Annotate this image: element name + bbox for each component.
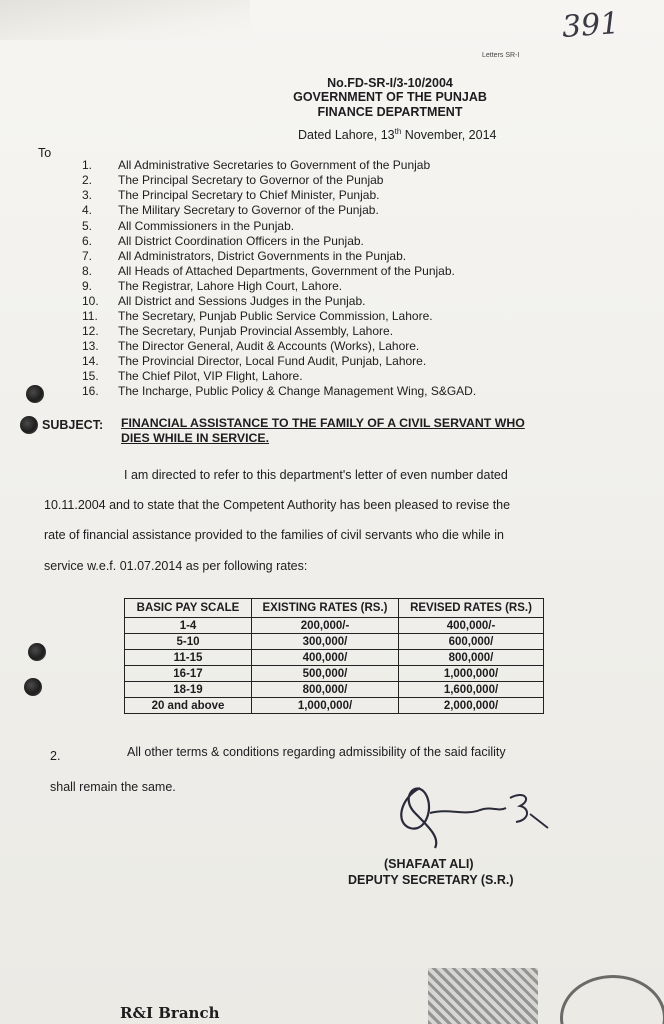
item-text: The Military Secretary to Governor of the Punjab. — [118, 203, 379, 217]
body-line: service w.e.f. 01.07.2014 as per following rates: — [44, 559, 308, 573]
to-label: To — [38, 146, 52, 160]
table-row — [125, 698, 544, 714]
item-number: 12. — [82, 324, 99, 338]
existing-rate-cell: 1,000,000/ — [252, 698, 399, 714]
table-row — [125, 618, 544, 634]
item-text: All District and Sessions Judges in the Punjab. — [118, 294, 366, 308]
pay-scale-cell: 16-17 — [125, 666, 252, 682]
punch-hole-mark — [20, 416, 38, 434]
rates-table — [124, 598, 544, 714]
existing-rate-cell: 300,000/ — [252, 634, 399, 650]
punch-hole-mark — [26, 385, 44, 403]
item-text: All Administrators, District Governments in the Punjab. — [118, 249, 407, 263]
handwritten-page-number: 391 — [560, 6, 621, 45]
department-heading: FINANCE DEPARTMENT — [317, 105, 463, 119]
item-text: The Principal Secretary to Chief Minister, Punjab. — [118, 188, 380, 202]
pay-scale-cell: 11-15 — [125, 650, 252, 666]
pay-scale-cell: 18-19 — [125, 682, 252, 698]
table-header-row — [125, 599, 544, 618]
item-number: 3. — [82, 188, 93, 202]
column-header: REVISED RATES (RS.) — [399, 599, 544, 618]
body-line: 10.11.2004 and to state that the Competent Authority has been pleased to revise the — [44, 498, 511, 512]
government-heading: GOVERNMENT OF THE PUNJAB — [293, 90, 487, 104]
item-number: 8. — [82, 264, 93, 278]
punch-hole-mark — [24, 678, 42, 696]
item-text: All Heads of Attached Departments, Government of the Punjab. — [118, 264, 455, 278]
body-line: shall remain the same. — [50, 780, 176, 794]
item-number: 11. — [82, 309, 98, 323]
revised-rate-cell: 800,000/ — [399, 650, 544, 666]
table-row — [125, 650, 544, 666]
existing-rate-cell: 800,000/ — [252, 682, 399, 698]
revised-rate-cell: 400,000/- — [399, 618, 544, 634]
revised-rate-cell: 600,000/ — [399, 634, 544, 650]
item-text: All Administrative Secretaries to Government of the Punjab — [118, 158, 431, 172]
item-number: 1. — [82, 158, 93, 172]
item-number: 15. — [82, 369, 99, 383]
existing-rate-cell: 500,000/ — [252, 666, 399, 682]
revised-rate-cell: 1,000,000/ — [399, 666, 544, 682]
item-text: All District Coordination Officers in the Punjab. — [118, 234, 364, 248]
item-number: 4. — [82, 203, 93, 217]
item-number: 10. — [82, 294, 99, 308]
body-line: All other terms & conditions regarding admissibility of the said facility — [127, 745, 506, 759]
pay-scale-cell: 20 and above — [125, 698, 252, 714]
signature-image — [380, 768, 560, 858]
item-text: The Secretary, Punjab Public Service Commission, Lahore. — [118, 309, 433, 323]
revised-rate-cell: 1,600,000/ — [399, 682, 544, 698]
punch-hole-mark — [28, 643, 46, 661]
item-number: 14. — [82, 354, 99, 368]
item-number: 16. — [82, 384, 99, 398]
date-suffix: November, 2014 — [401, 128, 497, 143]
column-header: EXISTING RATES (RS.) — [252, 599, 399, 618]
item-number: 5. — [82, 219, 93, 233]
existing-rate-cell: 200,000/- — [252, 618, 399, 634]
item-text: The Principal Secretary to Governor of the Punjab — [118, 173, 384, 187]
stamp-mark — [428, 968, 538, 1024]
table-row — [125, 634, 544, 650]
item-number: 9. — [82, 279, 93, 293]
item-text: The Registrar, Lahore High Court, Lahore. — [118, 279, 343, 293]
revised-rate-cell: 2,000,000/ — [399, 698, 544, 714]
subject-label: SUBJECT: — [42, 418, 104, 432]
corner-note: Letters SR-I — [482, 52, 520, 59]
table-row — [125, 682, 544, 698]
paragraph-number: 2. — [50, 749, 61, 763]
pay-scale-cell: 1-4 — [125, 618, 252, 634]
item-number: 13. — [82, 339, 99, 353]
body-line: I am directed to refer to this department's letter of even number dated — [124, 468, 508, 482]
signatory-name: (SHAFAAT ALI) — [384, 857, 474, 871]
round-stamp-mark — [560, 975, 664, 1024]
item-number: 6. — [82, 234, 93, 248]
signatory-designation: DEPUTY SECRETARY (S.R.) — [348, 873, 514, 887]
existing-rate-cell: 400,000/ — [252, 650, 399, 666]
date-superscript: th — [394, 127, 402, 136]
page-fold-shadow — [0, 0, 250, 40]
reference-number: No.FD-SR-I/3-10/2004 — [327, 76, 453, 90]
item-text: The Secretary, Punjab Provincial Assembly, Lahore. — [118, 324, 394, 338]
item-text: All Commissioners in the Punjab. — [118, 219, 295, 233]
date-line — [298, 127, 496, 142]
subject-text: FINANCIAL ASSISTANCE TO THE FAMILY OF A CIVIL SERVANT WHO DIES WHILE IN SERVICE. — [121, 416, 525, 445]
date-prefix: Dated Lahore, 13 — [298, 128, 395, 143]
table-row — [125, 666, 544, 682]
pay-scale-cell: 5-10 — [125, 634, 252, 650]
item-text: The Chief Pilot, VIP Flight, Lahore. — [118, 369, 303, 383]
item-text: The Director General, Audit & Accounts (Works), Lahore. — [118, 339, 420, 353]
body-line: rate of financial assistance provided to the families of civil servants who die while in — [44, 528, 504, 542]
item-text: The Incharge, Public Policy & Change Management Wing, S&GAD. — [118, 384, 477, 398]
item-text: The Provincial Director, Local Fund Audit, Punjab, Lahore. — [118, 354, 427, 368]
column-header: BASIC PAY SCALE — [125, 599, 252, 618]
item-number: 2. — [82, 173, 93, 187]
item-number: 7. — [82, 249, 93, 263]
footer-note: R&I Branch — [120, 1004, 220, 1022]
